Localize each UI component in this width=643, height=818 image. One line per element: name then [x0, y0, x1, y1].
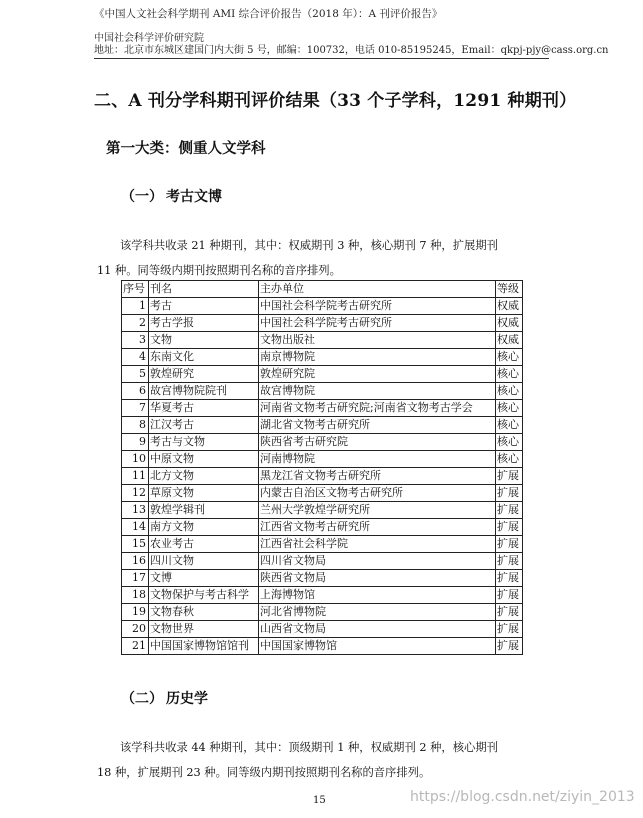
sponsor-cell: 南京博物院 — [259, 349, 496, 366]
grade-cell: 核心 — [496, 417, 523, 434]
row-number-cell: 5 — [122, 366, 149, 383]
row-number-cell: 2 — [122, 315, 149, 332]
table-row — [122, 604, 523, 621]
journal-name-cell: 文博 — [149, 570, 259, 587]
header-cell-journal-name: 刊名 — [149, 281, 259, 298]
row-number-cell: 1 — [122, 298, 149, 315]
row-number-cell: 16 — [122, 553, 149, 570]
subsection-heading-archaeology — [121, 186, 222, 206]
journal-name-cell: 草原文物 — [149, 485, 259, 502]
grade-cell: 权威 — [496, 298, 523, 315]
table-row — [122, 502, 523, 519]
table-row — [122, 400, 523, 417]
sponsor-cell: 陕西省考古研究院 — [259, 434, 496, 451]
journal-name-cell: 文物世界 — [149, 621, 259, 638]
intro-paragraph-line: 11 种。同等级内期刊按照期刊名称的音序排列。 — [97, 264, 341, 277]
row-number-cell: 18 — [122, 587, 149, 604]
grade-cell: 核心 — [496, 400, 523, 417]
sponsor-cell: 上海博物馆 — [259, 587, 496, 604]
intro-paragraph-line: 该学科共收录 44 种期刊，其中：顶级期刊 1 种，权威期刊 2 种，核心期刊 — [120, 741, 498, 754]
row-number-cell: 20 — [122, 621, 149, 638]
row-number-cell: 11 — [122, 468, 149, 485]
table-row — [122, 570, 523, 587]
header-cell-number: 序号 — [122, 281, 149, 298]
row-number-cell: 7 — [122, 400, 149, 417]
table-header-row — [122, 281, 523, 298]
table-row — [122, 451, 523, 468]
sponsor-cell: 兰州大学敦煌学研究所 — [259, 502, 496, 519]
table-row — [122, 553, 523, 570]
row-number-cell: 10 — [122, 451, 149, 468]
header-cell-grade: 等级 — [496, 281, 523, 298]
table-row — [122, 638, 523, 655]
grade-cell: 扩展 — [496, 587, 523, 604]
grade-cell: 扩展 — [496, 468, 523, 485]
sponsor-cell: 山西省文物局 — [259, 621, 496, 638]
major-category-heading: 第一大类：侧重人文学科 — [106, 140, 266, 157]
sponsor-cell: 文物出版社 — [259, 332, 496, 349]
row-number-cell: 12 — [122, 485, 149, 502]
sponsor-cell: 故宫博物院 — [259, 383, 496, 400]
table-row — [122, 434, 523, 451]
table-row — [122, 519, 523, 536]
grade-cell: 扩展 — [496, 621, 523, 638]
institution-name: 中国社会科学评价研究院 — [94, 33, 204, 44]
institution-address: 地址：北京市东城区建国门内大街 5 号，邮编：100732，电话 010-85195245，Email：qkpj-pjy@cass.org.cn — [94, 45, 609, 56]
journal-name-cell: 文物保护与考古科学 — [149, 587, 259, 604]
table-row — [122, 417, 523, 434]
grade-cell: 扩展 — [496, 502, 523, 519]
subsection-heading-history — [121, 688, 208, 708]
table-body — [122, 298, 523, 655]
journal-name-cell: 故宫博物院院刊 — [149, 383, 259, 400]
subsection-title: 考古文博 — [166, 189, 222, 205]
grade-cell: 扩展 — [496, 485, 523, 502]
row-number-cell: 19 — [122, 604, 149, 621]
grade-cell: 核心 — [496, 451, 523, 468]
row-number-cell: 9 — [122, 434, 149, 451]
sponsor-cell: 敦煌研究院 — [259, 366, 496, 383]
row-number-cell: 15 — [122, 536, 149, 553]
journal-name-cell: 南方文物 — [149, 519, 259, 536]
subsection-title: 历史学 — [166, 691, 208, 707]
table-row — [122, 536, 523, 553]
sponsor-cell: 江西省文物考古研究所 — [259, 519, 496, 536]
journal-table — [121, 280, 523, 655]
table-row — [122, 468, 523, 485]
sponsor-cell: 内蒙古自治区文物考古研究所 — [259, 485, 496, 502]
journal-name-cell: 考古与文物 — [149, 434, 259, 451]
journal-name-cell: 江汉考古 — [149, 417, 259, 434]
grade-cell: 扩展 — [496, 570, 523, 587]
table-row — [122, 366, 523, 383]
grade-cell: 扩展 — [496, 638, 523, 655]
subsection-number: （一） — [121, 189, 163, 205]
journal-name-cell: 敦煌学辑刊 — [149, 502, 259, 519]
grade-cell: 扩展 — [496, 604, 523, 621]
table-row — [122, 485, 523, 502]
sponsor-cell: 湖北省文物考古研究所 — [259, 417, 496, 434]
journal-name-cell: 四川文物 — [149, 553, 259, 570]
table-row — [122, 349, 523, 366]
sponsor-cell: 江西省社会科学院 — [259, 536, 496, 553]
sponsor-cell: 黑龙江省文物考古研究所 — [259, 468, 496, 485]
grade-cell: 权威 — [496, 315, 523, 332]
header-cell-sponsor: 主办单位 — [259, 281, 496, 298]
row-number-cell: 8 — [122, 417, 149, 434]
sponsor-cell: 陕西省文物局 — [259, 570, 496, 587]
sponsor-cell: 河南省文物考古研究院;河南省文物考古学会 — [259, 400, 496, 417]
table-row — [122, 621, 523, 638]
header-divider — [94, 58, 549, 59]
row-number-cell: 6 — [122, 383, 149, 400]
journal-name-cell: 考古学报 — [149, 315, 259, 332]
table-row — [122, 587, 523, 604]
journal-name-cell: 敦煌研究 — [149, 366, 259, 383]
table-row — [122, 383, 523, 400]
row-number-cell: 13 — [122, 502, 149, 519]
grade-cell: 核心 — [496, 349, 523, 366]
journal-name-cell: 东南文化 — [149, 349, 259, 366]
grade-cell: 扩展 — [496, 536, 523, 553]
row-number-cell: 3 — [122, 332, 149, 349]
journal-name-cell: 文物 — [149, 332, 259, 349]
table-row — [122, 298, 523, 315]
grade-cell: 核心 — [496, 383, 523, 400]
sponsor-cell: 中国国家博物馆 — [259, 638, 496, 655]
sponsor-cell: 中国社会科学院考古研究所 — [259, 315, 496, 332]
journal-name-cell: 中国国家博物馆馆刊 — [149, 638, 259, 655]
intro-paragraph-line: 18 种，扩展期刊 23 种。同等级内期刊按照期刊名称的音序排列。 — [97, 766, 431, 779]
table-row — [122, 315, 523, 332]
sponsor-cell: 四川省文物局 — [259, 553, 496, 570]
sponsor-cell: 河北省博物院 — [259, 604, 496, 621]
row-number-cell: 14 — [122, 519, 149, 536]
page-number: 15 — [313, 795, 326, 806]
row-number-cell: 21 — [122, 638, 149, 655]
row-number-cell: 17 — [122, 570, 149, 587]
watermark: https://blog.csdn.net/ziyin_2013 — [410, 789, 635, 805]
journal-name-cell: 北方文物 — [149, 468, 259, 485]
grade-cell: 扩展 — [496, 553, 523, 570]
journal-name-cell: 文物春秋 — [149, 604, 259, 621]
grade-cell: 核心 — [496, 366, 523, 383]
journal-name-cell: 农业考古 — [149, 536, 259, 553]
grade-cell: 扩展 — [496, 519, 523, 536]
intro-paragraph-line: 该学科共收录 21 种期刊，其中：权威期刊 3 种，核心期刊 7 种，扩展期刊 — [120, 239, 498, 252]
sponsor-cell: 中国社会科学院考古研究所 — [259, 298, 496, 315]
journal-name-cell: 中原文物 — [149, 451, 259, 468]
section-title: 二、A 刊分学科期刊评价结果（33 个子学科，1291 种期刊） — [94, 91, 577, 111]
sponsor-cell: 河南博物院 — [259, 451, 496, 468]
table-row — [122, 332, 523, 349]
journal-name-cell: 考古 — [149, 298, 259, 315]
grade-cell: 权威 — [496, 332, 523, 349]
report-title-header: 《中国人文社会科学期刊 AMI 综合评价报告（2018 年）：A 刊评价报告》 — [94, 8, 443, 20]
row-number-cell: 4 — [122, 349, 149, 366]
subsection-number: （二） — [121, 691, 163, 707]
grade-cell: 核心 — [496, 434, 523, 451]
journal-name-cell: 华夏考古 — [149, 400, 259, 417]
